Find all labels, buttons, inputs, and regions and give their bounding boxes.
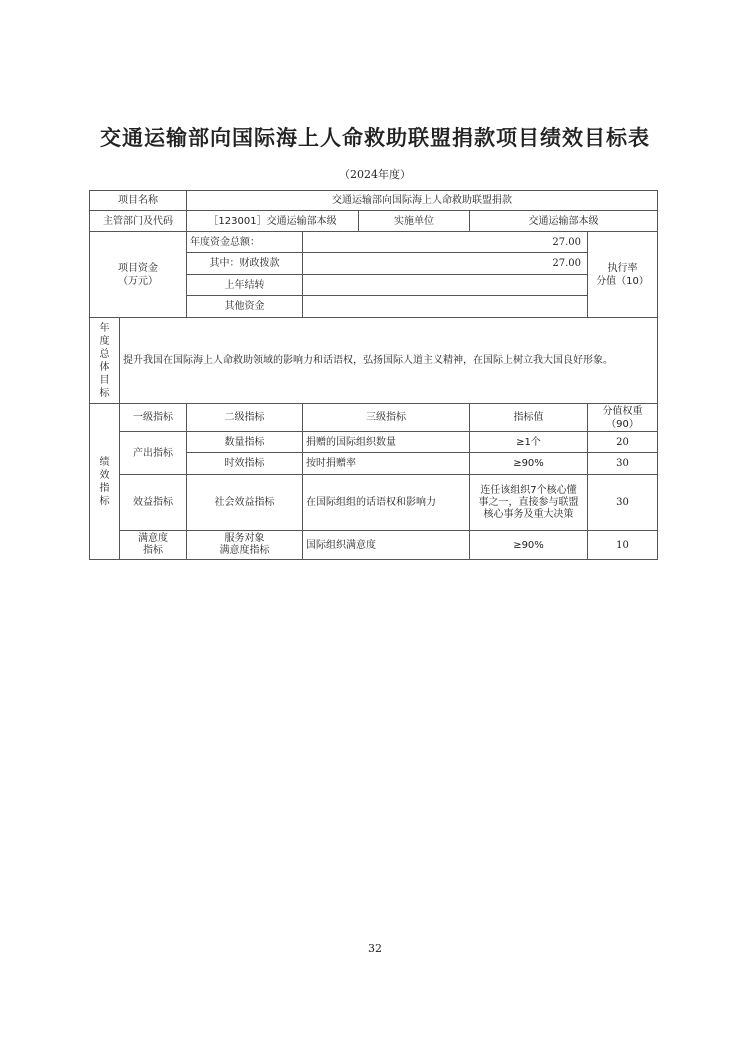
indicator-quantity-value: ≥1个 xyxy=(470,432,588,453)
dept-label: 主管部门及代码 xyxy=(90,211,187,232)
indicator-timeliness-l3: 按时捐赠率 xyxy=(303,453,470,475)
page-title: 交通运输部向国际海上人命救助联盟捐款项目绩效目标表 xyxy=(100,126,650,150)
indicator-social-l2: 社会效益指标 xyxy=(187,475,303,531)
performance-indicators-label: 绩 效 指 标 xyxy=(90,404,120,560)
funds-carryover-value xyxy=(303,275,588,296)
funds-label: 项目资金 （万元） xyxy=(90,232,187,318)
indicator-satisfaction-weight: 10 xyxy=(588,531,658,560)
impl-unit-value: 交通运输部本级 xyxy=(470,211,658,232)
annual-goal-label: 年 度 总 体 目 标 xyxy=(90,318,120,404)
funds-total-label: 年度资金总额： xyxy=(187,232,303,253)
dept-value: ［123001］交通运输部本级 xyxy=(187,211,359,232)
funds-other-label: 其他资金 xyxy=(187,296,303,318)
indicator-satisfaction-l3: 国际组织满意度 xyxy=(303,531,470,560)
project-name-value: 交通运输部向国际海上人命救助联盟捐款 xyxy=(187,191,658,211)
funds-fiscal-value: 27.00 xyxy=(303,253,588,275)
indicator-quantity-l2: 数量指标 xyxy=(187,432,303,453)
indicator-output-label: 产出指标 xyxy=(120,432,187,475)
funds-other-value xyxy=(303,296,588,318)
header-weight: 分值权重 （90） xyxy=(588,404,658,432)
header-level1: 一级指标 xyxy=(120,404,187,432)
indicator-timeliness-l2: 时效指标 xyxy=(187,453,303,475)
indicator-satisfaction-label: 满意度 指标 xyxy=(120,531,187,560)
indicator-timeliness-weight: 30 xyxy=(588,453,658,475)
fiscal-year: （2024年度） xyxy=(339,168,411,181)
header-value: 指标值 xyxy=(470,404,588,432)
annual-goal-text: 提升我国在国际海上人命救助领域的影响力和话语权，弘扬国际人道主义精神，在国际上树立我大国良好形象。 xyxy=(120,318,658,404)
performance-target-table xyxy=(89,190,658,560)
page-number: 32 xyxy=(368,942,382,955)
exec-rate-label: 执行率 分值（10） xyxy=(588,232,658,318)
header-level3: 三级指标 xyxy=(303,404,470,432)
indicator-benefit-label: 效益指标 xyxy=(120,475,187,531)
funds-total-value: 27.00 xyxy=(303,232,588,253)
indicator-quantity-weight: 20 xyxy=(588,432,658,453)
indicator-satisfaction-l2: 服务对象 满意度指标 xyxy=(187,531,303,560)
impl-unit-label: 实施单位 xyxy=(359,211,470,232)
indicator-timeliness-value: ≥90% xyxy=(470,453,588,475)
indicator-social-l3: 在国际组组的话语权和影响力 xyxy=(303,475,470,531)
indicator-social-weight: 30 xyxy=(588,475,658,531)
indicator-satisfaction-value: ≥90% xyxy=(470,531,588,560)
project-name-label: 项目名称 xyxy=(90,191,187,211)
funds-fiscal-label: 其中：财政拨款 xyxy=(187,253,303,275)
header-level2: 二级指标 xyxy=(187,404,303,432)
indicator-quantity-l3: 捐赠的国际组织数量 xyxy=(303,432,470,453)
funds-carryover-label: 上年结转 xyxy=(187,275,303,296)
indicator-social-value: 连任该组织7个核心懂事之一，直接参与联盟核心事务及重大决策 xyxy=(470,475,588,531)
